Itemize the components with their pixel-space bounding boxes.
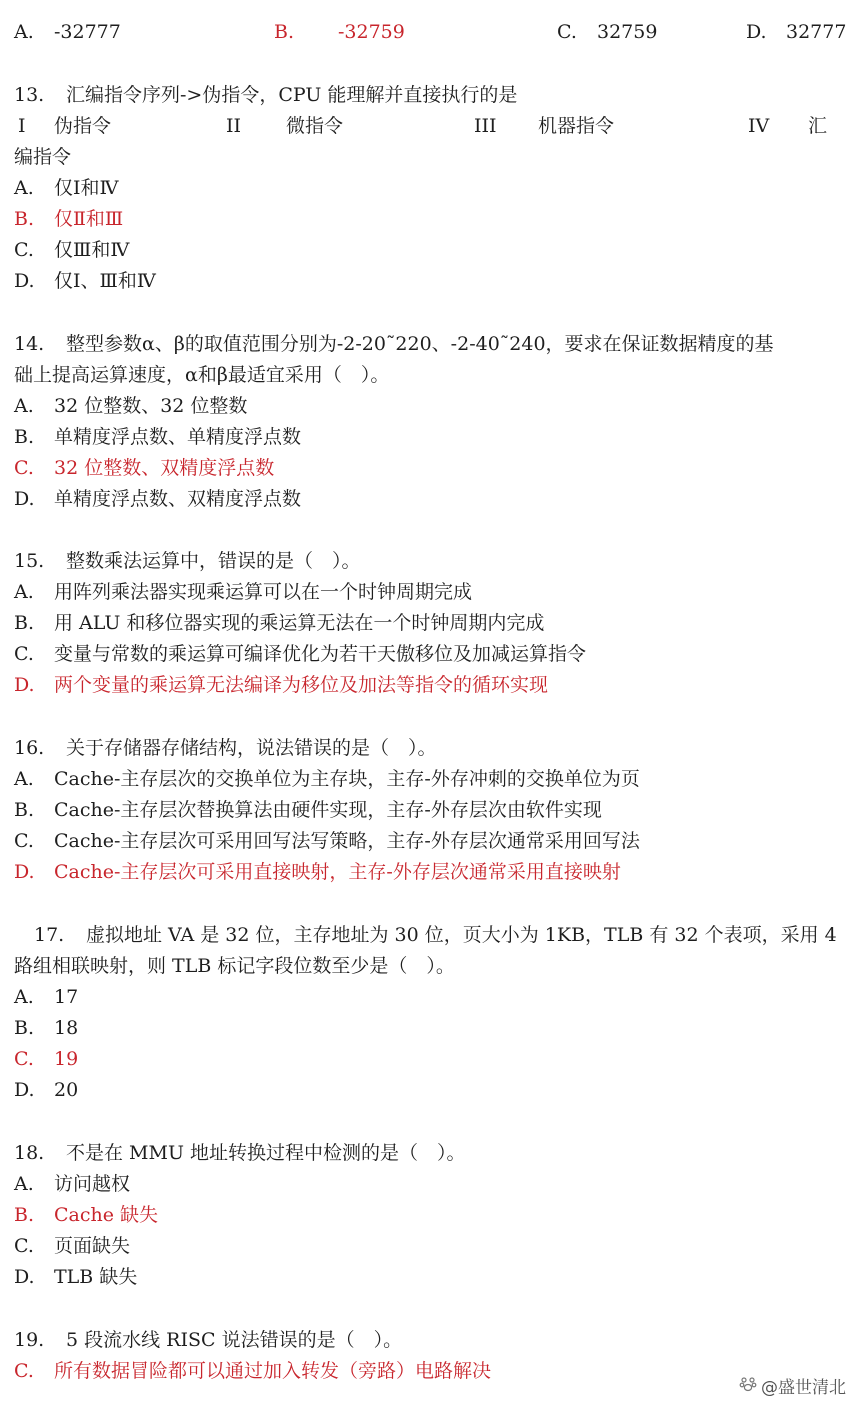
q17-option-b: B. 18 [14,1017,79,1039]
q13-item-4: IV 汇 [748,115,828,137]
q18-option-c: C. 页面缺失 [14,1235,131,1257]
q19-stem: 19. 5 段流水线 RISC 说法错误的是（ ）。 [14,1329,403,1351]
q16-option-a: A. Cache-主存层次的交换单位为主存块，主存-外存冲刺的交换单位为页 [14,768,640,790]
paw-icon [739,1375,757,1397]
q14-stem-line2: 础上提高运算速度，α和β最适宜采用（ ）。 [14,364,390,386]
q15-option-a: A. 用阵列乘法器实现乘运算可以在一个时钟周期完成 [14,581,473,603]
q12-option-c: C. 32759 [557,21,658,43]
q15-option-d: D. 两个变量的乘运算无法编译为移位及加法等指令的循环实现 [14,674,549,696]
q14-stem-line1: 14. 整型参数α、β的取值范围分别为-2-20˜220、-2-40˜240，要求在保证数据精度的基 [14,333,774,355]
q13-stem: 13. 汇编指令序列->伪指令，CPU 能理解并直接执行的是 [14,84,518,106]
watermark [739,1373,846,1398]
q17-stem-line1: 17. 虚拟地址 VA 是 32 位，主存地址为 30 位，页大小为 1KB，TLB 有 32 个表项，采用 4 [34,924,837,946]
q12-option-d: D. 32777 [746,21,847,43]
q13-option-b: B. 仅Ⅱ和Ⅲ [14,208,124,230]
q16-option-d: D. Cache-主存层次可采用直接映射，主存-外存层次通常采用直接映射 [14,861,621,883]
q17-option-d: D. 20 [14,1079,79,1101]
q14-option-d: D. 单精度浮点数、双精度浮点数 [14,488,302,510]
q15-option-c: C. 变量与常数的乘运算可编译优化为若干天傲移位及加减运算指令 [14,643,587,665]
q12-option-a: A. -32777 [14,21,121,43]
watermark-text: @盛世清北 [761,1378,846,1398]
q13-option-c: C. 仅Ⅲ和Ⅳ [14,239,130,261]
q17-stem-line2: 路组相联映射，则 TLB 标记字段位数至少是（ ）。 [14,955,455,977]
q13-items-wrap: 编指令 [14,146,72,168]
q17-option-a: A. 17 [14,986,79,1008]
q19-option-c: C. 所有数据冒险都可以通过加入转发（旁路）电路解决 [14,1360,492,1382]
q13-option-d: D. 仅Ⅰ、Ⅲ和Ⅳ [14,270,156,292]
q16-option-c: C. Cache-主存层次可采用回写法写策略，主存-外存层次通常采用回写法 [14,830,640,852]
q18-option-b: B. Cache 缺失 [14,1204,159,1226]
q14-option-a: A. 32 位整数、32 位整数 [14,395,248,417]
q12-option-b: B. -32759 [274,21,405,43]
q14-option-c: C. 32 位整数、双精度浮点数 [14,457,275,479]
q13-item-1: I 伪指令 [18,115,112,137]
q15-stem: 15. 整数乘法运算中，错误的是（ ）。 [14,550,361,572]
q13-item-2: II 微指令 [226,115,344,137]
q16-stem: 16. 关于存储器存储结构，说法错误的是（ ）。 [14,737,437,759]
q18-option-a: A. 访问越权 [14,1173,131,1195]
q13-option-a: A. 仅Ⅰ和Ⅳ [14,177,119,199]
q13-item-3: III 机器指令 [474,115,615,137]
q18-stem: 18. 不是在 MMU 地址转换过程中检测的是（ ）。 [14,1142,466,1164]
q16-option-b: B. Cache-主存层次替换算法由硬件实现，主存-外存层次由软件实现 [14,799,602,821]
q15-option-b: B. 用 ALU 和移位器实现的乘运算无法在一个时钟周期内完成 [14,612,545,634]
q14-option-b: B. 单精度浮点数、单精度浮点数 [14,426,302,448]
q17-option-c: C. 19 [14,1048,79,1070]
q18-option-d: D. TLB 缺失 [14,1266,138,1288]
